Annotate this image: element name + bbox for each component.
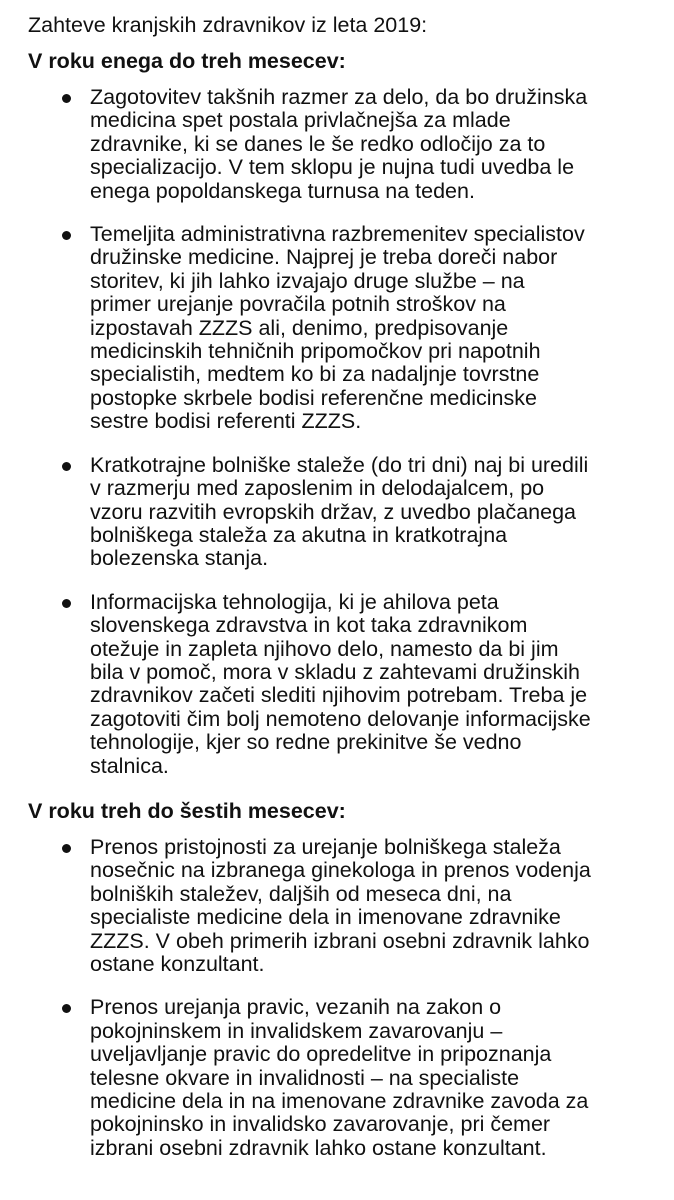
text-line: specialiste medicine dela in imenovane zdravnike (90, 905, 561, 930)
bullet-icon (62, 844, 71, 853)
text-line: enega popoldanskega turnusa na teden. (90, 178, 475, 203)
list-item (28, 454, 668, 571)
text-line: nosečnic na izbranega ginekologa in prenos vodenja (90, 858, 591, 883)
text-line: medicina spet postala privlačnejša za mlade (90, 108, 511, 133)
text-line: Informacijska tehnologija, ki je ahilova peta (90, 589, 499, 614)
text-line: stalnica. (90, 753, 169, 778)
text-line: izbrani osebni zdravnik lahko ostane konzultant. (90, 1135, 547, 1160)
text-line: zdravnike, ki se danes le še redko odločijo za to (90, 131, 546, 156)
text-line: uveljavljanje pravic do opredelitve in pripoznanja (90, 1042, 552, 1067)
text-line: sestre bodisi referenti ZZZS. (90, 409, 362, 434)
bullet-icon (62, 462, 71, 471)
section-1 (28, 48, 668, 778)
text-line: medicine dela in na imenovane zdravnike zavoda za (90, 1089, 589, 1114)
text-line: Zagotovitev takšnih razmer za delo, da bo družinska (90, 85, 588, 109)
text-line: bolniškega staleža za akutna in kratkotrajna (90, 522, 508, 547)
text-line: ostane konzultant. (90, 952, 265, 976)
text-line: v razmerju med zaposlenim in delodajalcem, po (90, 476, 545, 501)
intro-text: Zahteve kranjskih zdravnikov iz leta 2019: (28, 13, 428, 37)
text-line: pokojninskem in invalidskem zavarovanju – (90, 1018, 503, 1043)
list-item (28, 86, 668, 203)
list-item (28, 836, 668, 976)
bullet-icon (62, 94, 71, 103)
text-line: ZZZS. V obeh primerih izbrani osebni zdravnik lahko (90, 928, 590, 953)
text-line: telesne okvare in invalidnosti – na specialiste (90, 1065, 520, 1090)
text-line: družinske medicine. Najprej je treba doreči nabor (90, 245, 558, 270)
text-line: pokojninsko in invalidsko zavarovanje, pri čemer (90, 1112, 551, 1137)
list-item (28, 996, 668, 1160)
section-heading: V roku enega do treh mesecev: (28, 49, 346, 73)
text-line: bolniških staležev, daljših od meseca dni, na (90, 881, 512, 906)
text-line: Prenos pristojnosti za urejanje bolniškega staleža (90, 834, 561, 859)
text-line: tehnologije, kjer so redne prekinitve še vedno (90, 730, 522, 755)
section-2 (28, 798, 668, 1160)
text-line: bila v pomoč, mora v skladu z zahtevami družinskih (90, 659, 580, 684)
text-line: bolezenska stanja. (90, 546, 269, 571)
list-item (28, 591, 668, 778)
text-line: Kratkotrajne bolniške staleže (do tri dni) naj bi uredili (90, 452, 589, 477)
text-line: zdravnikov začeti slediti njihovim potrebam. Treba je (90, 683, 588, 708)
text-line: primer urejanje povračila potnih stroškov na (90, 292, 506, 317)
text-line: vzoru razvitih evropskih držav, z uvedbo plačanega (90, 499, 576, 524)
text-line: specializacijo. V tem sklopu je nujna tudi uvedba le (90, 155, 575, 180)
document (28, 12, 668, 1180)
text-line: specialistih, medtem ko bi za nadaljnje tovrstne (90, 362, 540, 387)
text-line: otežuje in zapleta njihovo delo, namesto da bi jim (90, 636, 559, 661)
text-line: postopke skrbele bodisi referenčne medicinske (90, 385, 537, 410)
text-line: slovenskega zdravstva in kot taka zdravnikom (90, 613, 528, 638)
bullet-icon (62, 231, 71, 240)
text-line: Prenos urejanja pravic, vezanih na zakon o (90, 995, 502, 1020)
text-line: Temeljita administrativna razbremenitev specialistov (90, 222, 585, 247)
bullet-icon (62, 1004, 71, 1013)
bullet-list (28, 836, 668, 1160)
list-item (28, 223, 668, 434)
text-line: medicinskih tehničnih pripomočkov pri napotnih (90, 339, 541, 364)
section-heading: V roku treh do šestih mesecev: (28, 798, 346, 823)
text-line: izpostavah ZZZS ali, denimo, predpisovanje (90, 315, 509, 340)
bullet-icon (62, 599, 71, 608)
text-line: zagotoviti čim bolj nemoteno delovanje informacijske (90, 706, 591, 731)
bullet-list (28, 86, 668, 778)
text-line: storitev, ki jih lahko izvajajo druge službe – na (90, 268, 525, 293)
